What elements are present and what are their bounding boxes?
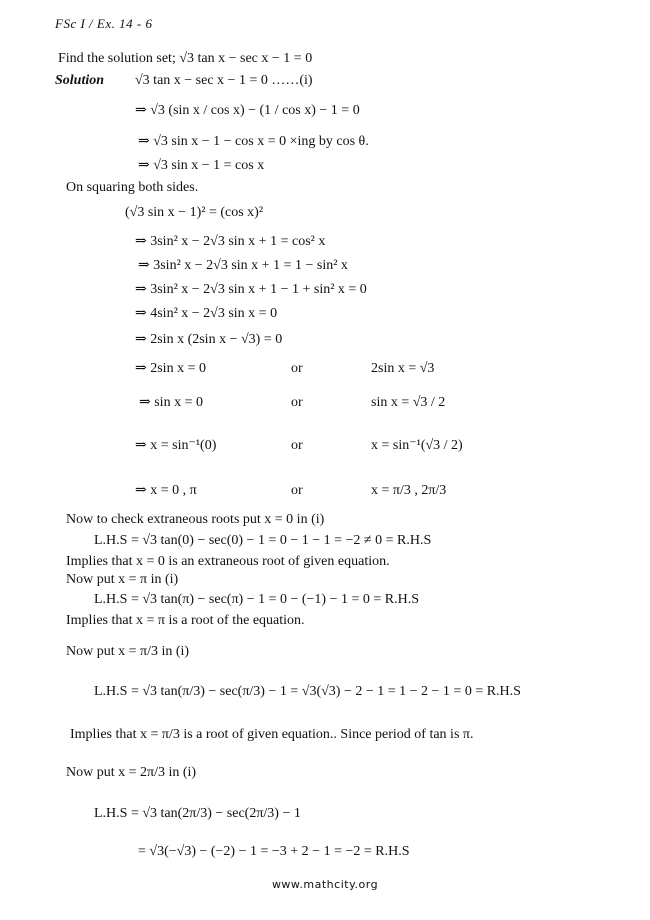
equation-step: ⇒ √3 sin x − 1 = cos x xyxy=(138,158,265,173)
page-footer: www.mathcity.org xyxy=(271,878,379,891)
equation-step: L.H.S = √3 tan(0) − sec(0) − 1 = 0 − 1 − 1 = −2 ≠ 0 = R.H.S xyxy=(94,533,432,548)
text-line: Implies that x = 0 is an extraneous root of given equation. xyxy=(66,554,390,569)
equation-step: ⇒ 2sin x (2sin x − √3) = 0 xyxy=(135,332,283,347)
case-right: 2sin x = √3 xyxy=(371,361,435,376)
equation-step: ⇒ 4sin² x − 2√3 sin x = 0 xyxy=(135,306,278,321)
case-left: ⇒ 2sin x = 0 xyxy=(135,361,206,376)
case-or: or xyxy=(291,483,303,498)
case-right: x = sin⁻¹(√3 / 2) xyxy=(371,438,463,453)
case-or: or xyxy=(291,361,303,376)
equation-step: ⇒ 3sin² x − 2√3 sin x + 1 − 1 + sin² x = 0 xyxy=(135,282,367,297)
equation-step: ⇒ 3sin² x − 2√3 sin x + 1 = cos² x xyxy=(135,234,326,249)
equation-step: (√3 sin x − 1)² = (cos x)² xyxy=(125,205,264,220)
case-left: ⇒ x = 0 , π xyxy=(135,483,197,498)
case-left: ⇒ sin x = 0 xyxy=(139,395,203,410)
equation-step: ⇒ 3sin² x − 2√3 sin x + 1 = 1 − sin² x xyxy=(138,258,348,273)
text-line: Implies that x = π/3 is a root of given equation.. Since period of tan is π. xyxy=(70,727,474,742)
equation-step: √3 tan x − sec x − 1 = 0 ……(i) xyxy=(135,73,313,88)
equation-step: ⇒ √3 sin x − 1 − cos x = 0 ×ing by cos θ. xyxy=(138,134,369,149)
equation-step: = √3(−√3) − (−2) − 1 = −3 + 2 − 1 = −2 = R.H.S xyxy=(138,844,410,859)
case-or: or xyxy=(291,395,303,410)
case-right: x = π/3 , 2π/3 xyxy=(371,483,447,498)
text-line: Now put x = π/3 in (i) xyxy=(66,644,190,659)
equation-step: L.H.S = √3 tan(π/3) − sec(π/3) − 1 = √3(√3) − 2 − 1 = 1 − 2 − 1 = 0 = R.H.S xyxy=(94,684,521,699)
text-line: Now to check extraneous roots put x = 0 in (i) xyxy=(66,512,325,527)
text-line: On squaring both sides. xyxy=(66,180,199,195)
case-right: sin x = √3 / 2 xyxy=(371,395,446,410)
page-header: FSc I / Ex. 14 - 6 xyxy=(55,16,153,31)
case-or: or xyxy=(291,438,303,453)
equation-step: L.H.S = √3 tan(2π/3) − sec(2π/3) − 1 xyxy=(94,806,301,821)
text-line: Now put x = 2π/3 in (i) xyxy=(66,765,197,780)
equation-step: L.H.S = √3 tan(π) − sec(π) − 1 = 0 − (−1) − 1 = 0 = R.H.S xyxy=(94,592,420,607)
text-line: Now put x = π in (i) xyxy=(66,572,179,587)
problem-statement: Find the solution set; √3 tan x − sec x − 1 = 0 xyxy=(58,51,313,66)
equation-step: ⇒ √3 (sin x / cos x) − (1 / cos x) − 1 = 0 xyxy=(135,103,360,118)
text-line: Implies that x = π is a root of the equation. xyxy=(66,613,305,628)
solution-label: Solution xyxy=(55,73,105,88)
case-left: ⇒ x = sin⁻¹(0) xyxy=(135,438,217,453)
